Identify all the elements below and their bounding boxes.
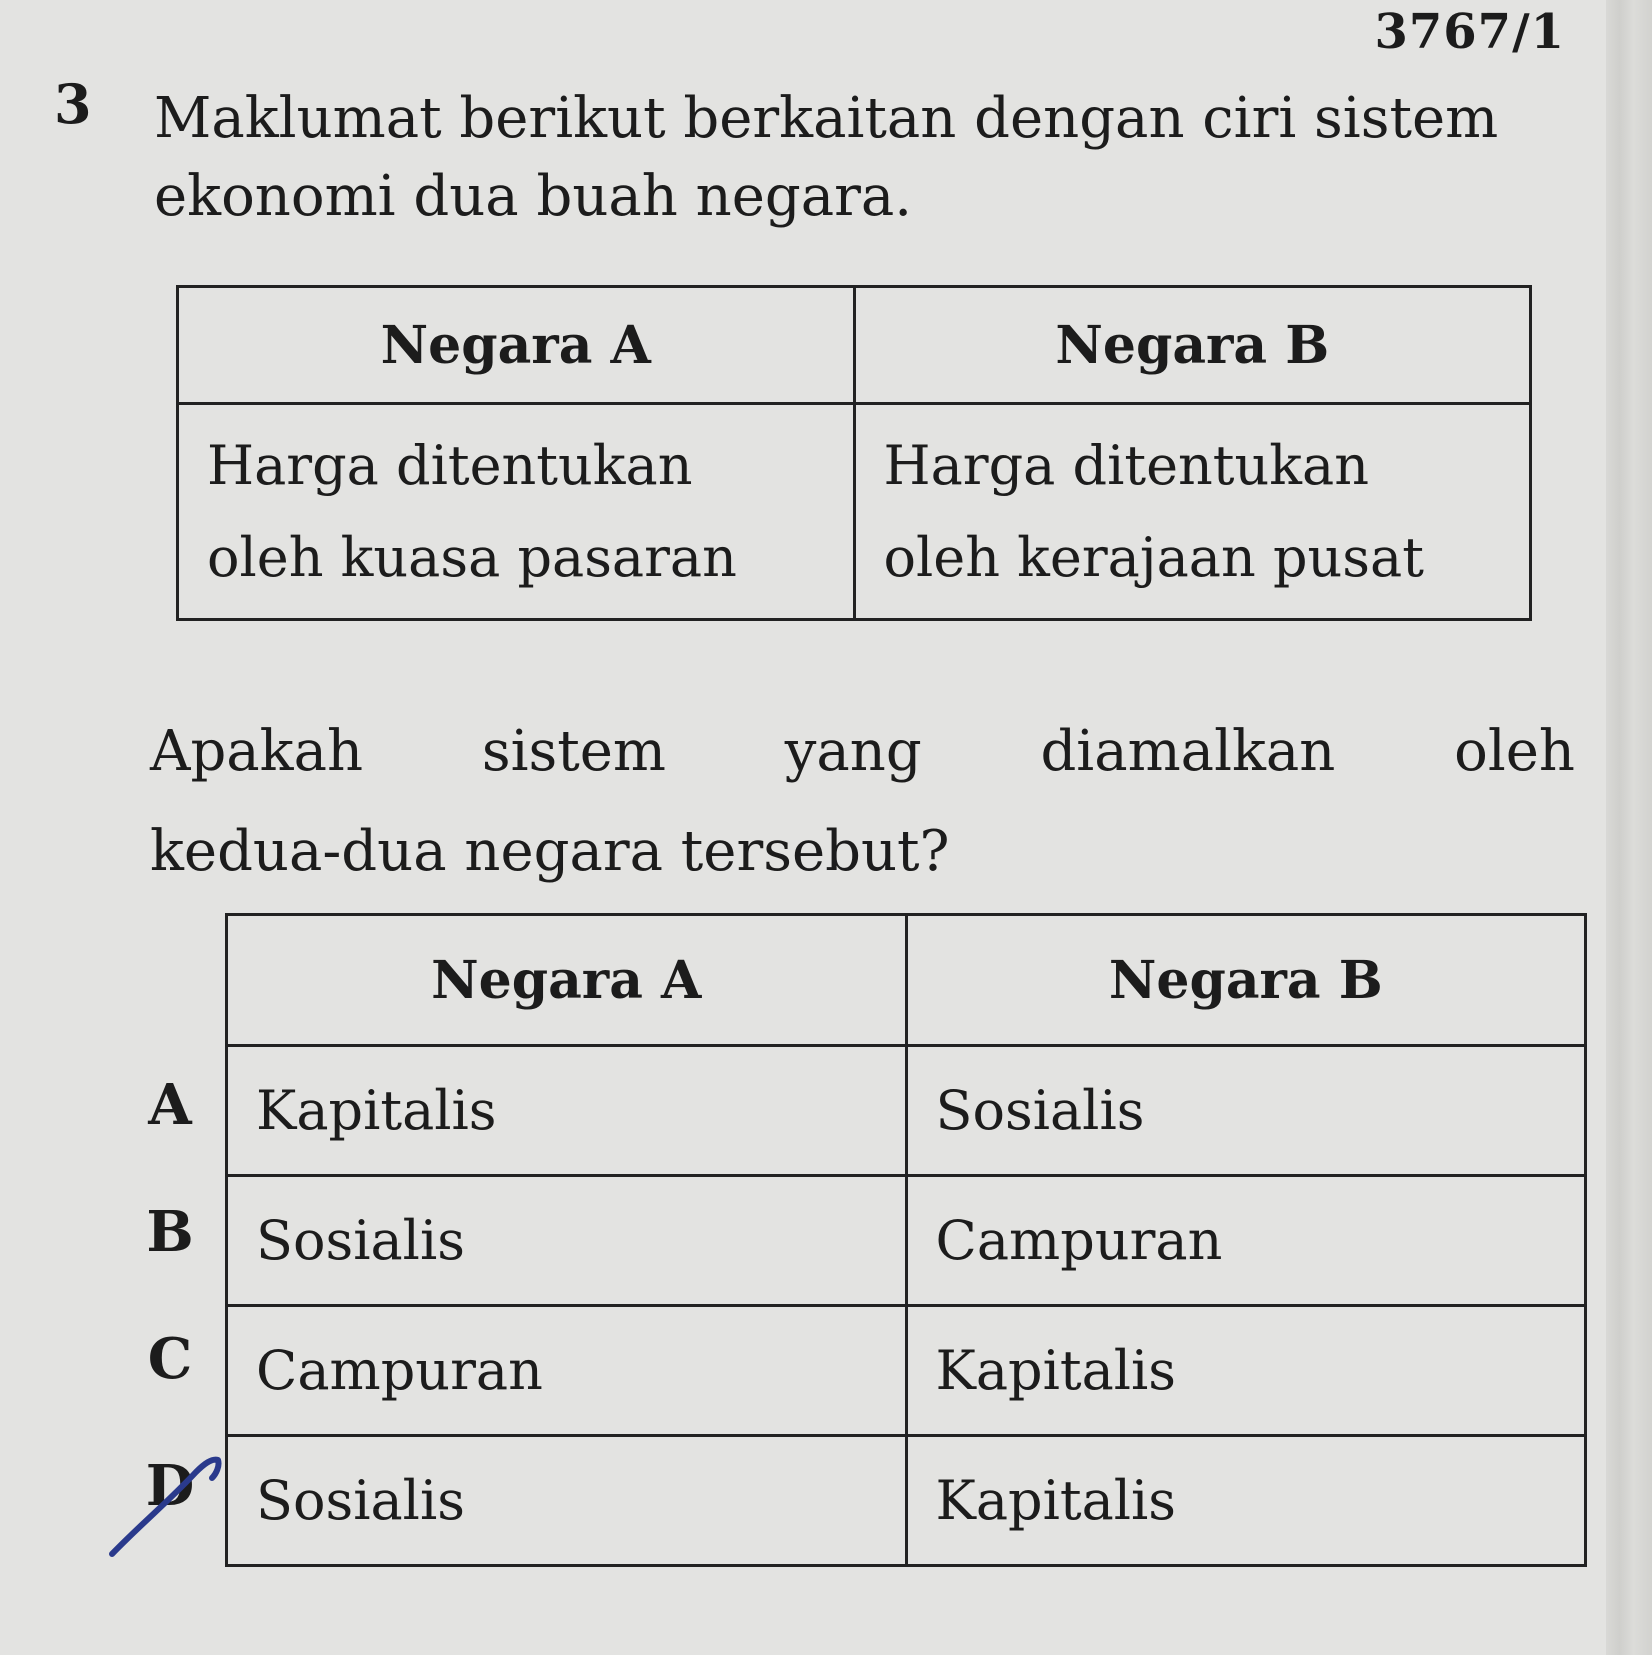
info-table-row [178, 404, 1531, 620]
answer-cell-negara-b: Kapitalis [906, 1306, 1586, 1436]
answer-cell-negara-b: Campuran [906, 1176, 1586, 1306]
answer-header-negara-b: Negara B [906, 915, 1586, 1046]
answer-row-c[interactable] [227, 1306, 1586, 1436]
answer-cell-negara-b: Kapitalis [906, 1436, 1586, 1566]
answer-table [225, 913, 1587, 1567]
prompt-line-1 [150, 702, 1575, 802]
page-edge [1606, 0, 1652, 1655]
question-number: 3 [54, 72, 92, 136]
tick-stroke [112, 1460, 219, 1554]
answer-table-header-row [227, 915, 1586, 1046]
prompt-word: oleh [1454, 719, 1575, 784]
option-letter-a[interactable]: A [148, 1072, 192, 1138]
info-table-header-row [178, 287, 1531, 404]
option-letter-c[interactable]: C [147, 1326, 193, 1392]
info-header-negara-b: Negara B [854, 287, 1531, 404]
answer-row-b[interactable] [227, 1176, 1586, 1306]
answer-row-a[interactable] [227, 1046, 1586, 1176]
info-cell-negara-b [854, 404, 1531, 620]
prompt-word: Apakah [150, 719, 364, 784]
info-table [176, 285, 1532, 621]
info-cell-line: Harga ditentukan [207, 433, 693, 497]
answer-row-d[interactable] [227, 1436, 1586, 1566]
prompt-line-2: kedua-dua negara tersebut? [150, 819, 950, 884]
info-cell-line: oleh kuasa pasaran [207, 525, 737, 589]
option-letter-d[interactable]: D [145, 1453, 195, 1519]
prompt-word: sistem [481, 719, 666, 784]
paper-code: 3767/1 [1374, 4, 1565, 60]
info-cell-negara-a [178, 404, 855, 620]
answer-cell-negara-b: Sosialis [906, 1046, 1586, 1176]
question-stem: Maklumat berikut berkaitan dengan ciri sistem ekonomi dua buah negara. [154, 86, 1499, 229]
info-cell-line: Harga ditentukan [883, 433, 1369, 497]
prompt-word: diamalkan [1040, 719, 1336, 784]
prompt-word: yang [784, 719, 922, 784]
handwritten-tick-icon [100, 1430, 240, 1560]
option-letter-b[interactable]: B [146, 1199, 194, 1265]
answer-cell-negara-a: Sosialis [227, 1436, 907, 1566]
answer-header-negara-a: Negara A [227, 915, 907, 1046]
info-cell-line: oleh kerajaan pusat [883, 525, 1424, 589]
answer-cell-negara-a: Sosialis [227, 1176, 907, 1306]
answer-cell-negara-a: Kapitalis [227, 1046, 907, 1176]
answer-cell-negara-a: Campuran [227, 1306, 907, 1436]
info-header-negara-a: Negara A [178, 287, 855, 404]
question-prompt [150, 702, 1575, 902]
